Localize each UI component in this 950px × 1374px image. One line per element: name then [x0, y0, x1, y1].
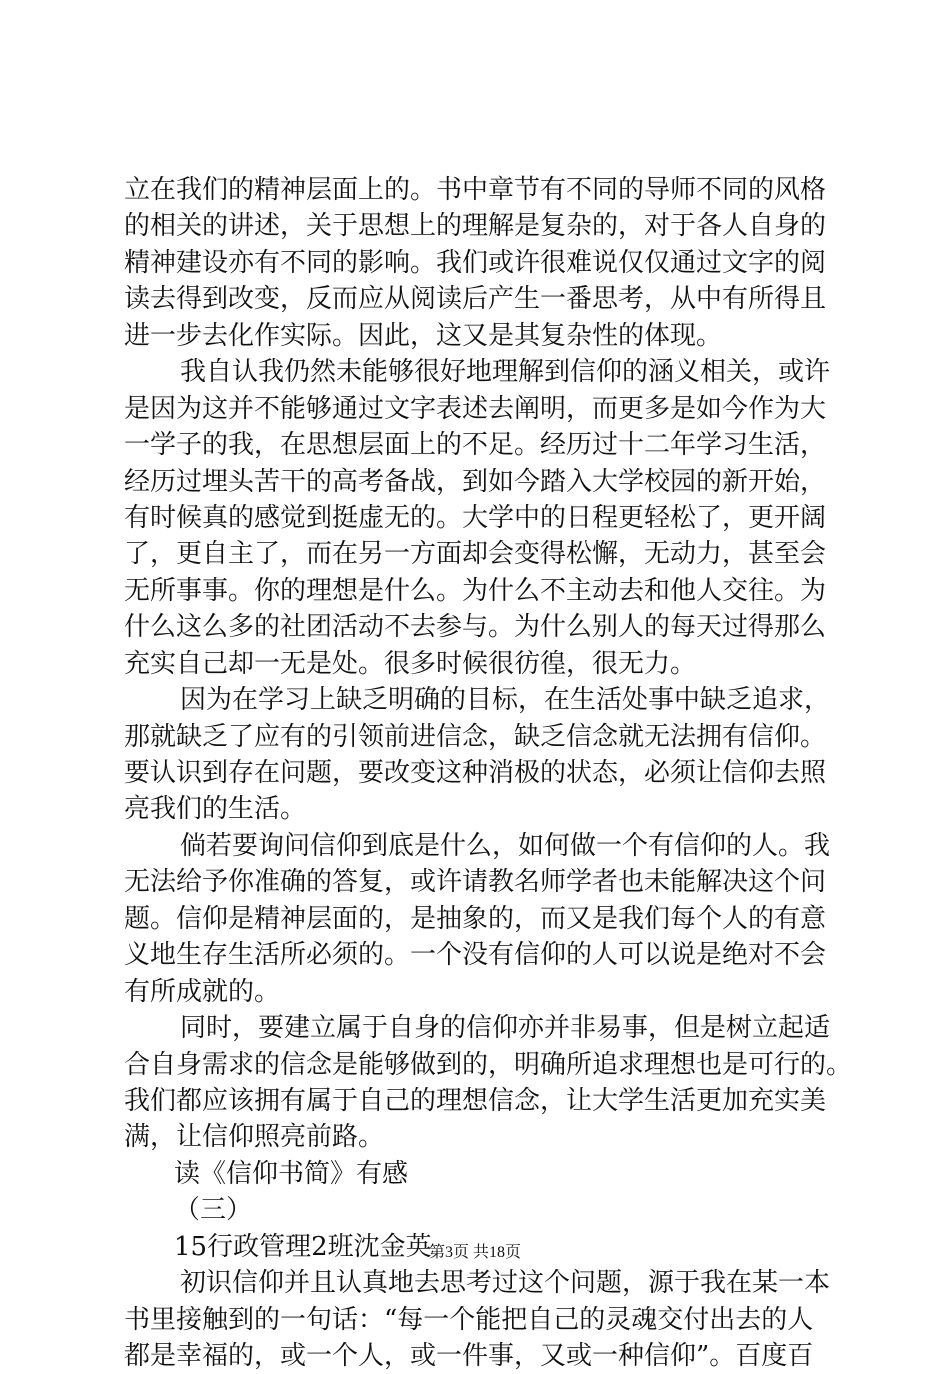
text-line: 的相关的讲述，关于思想上的理解是复杂的，对于各人自身的 [124, 211, 827, 242]
text-line: 一学子的我，在思想层面上的不足。经历过十二年学习生活， [124, 430, 827, 461]
article-subtitle: （三） [174, 1195, 253, 1226]
paragraph-start-line: 初识信仰并且认真地去思考过这个问题，源于我在某一本 [180, 1268, 831, 1299]
text-line: 立在我们的精神层面上的。书中章节有不同的导师不同的风格 [124, 175, 827, 205]
document-body [124, 172, 853, 1374]
text-line: 了，更自主了，而在另一方面却会变得松懈，无动力，甚至会 [124, 539, 827, 570]
text-line: 都是幸福的，或一个人，或一件事，又或一种信仰”。百度百 [124, 1341, 814, 1371]
text-line: 合自身需求的信念是能够做到的，明确所追求理想也是可行的。 [124, 1049, 853, 1080]
text-line: 有时候真的感觉到挺虚无的。大学中的日程更轻松了，更开阔 [124, 502, 827, 533]
text-line: 要认识到存在问题，要改变这种消极的状态，必须让信仰去照 [124, 758, 827, 788]
text-line: 无法给予你准确的答复，或许请教名师学者也未能解决这个问 [124, 867, 827, 898]
page-number: 第3页 共18页 [428, 1244, 521, 1261]
text-line: 那就缺乏了应有的引领前进信念，缺乏信念就无法拥有信仰。 [124, 721, 827, 752]
text-line: 经历过埋头苦干的高考备战，到如今踏入大学校园的新开始， [124, 466, 827, 497]
paragraph-start-line: 同时，要建立属于自身的信仰亦并非易事，但是树立起适 [180, 1013, 831, 1044]
article-title: 读《信仰书简》有感 [174, 1158, 409, 1189]
text-line: 什么这么多的社团活动不去参与。为什么别人的每天过得那么 [124, 612, 827, 643]
paragraph-start-line: 我自认我仍然未能够很好地理解到信仰的涵义相关，或许 [180, 357, 831, 388]
text-line: 充实自己却一无是处。很多时候很彷徨，很无力。 [124, 648, 697, 679]
author-line: 15行政管理2班沈金英 [174, 1231, 432, 1262]
text-line: 题。信仰是精神层面的，是抽象的，而又是我们每个人的有意 [124, 903, 827, 934]
text-line: 亮我们的生活。 [124, 794, 307, 825]
paragraph-start-line: 因为在学习上缺乏明确的目标，在生活处事中缺乏追求， [180, 685, 831, 716]
text-line: 有所成就的。 [124, 976, 281, 1007]
text-line: 进一步去化作实际。因此，这又是其复杂性的体现。 [124, 320, 723, 351]
text-line: 书里接触到的一句话：“每一个能把自己的灵魂交付出去的人 [124, 1304, 814, 1335]
text-line: 读去得到改变，反而应从阅读后产生一番思考，从中有所得且 [124, 284, 827, 315]
page-footer [0, 1242, 950, 1264]
text-line: 义地生存生活所必须的。一个没有信仰的人可以说是绝对不会 [124, 940, 827, 971]
text-line: 满，让信仰照亮前路。 [124, 1122, 385, 1153]
text-line: 是因为这并不能够通过文字表述去阐明，而更多是如今作为大 [124, 393, 827, 424]
text-line: 我们都应该拥有属于自己的理想信念，让大学生活更加充实美 [124, 1085, 827, 1116]
text-line: 精神建设亦有不同的影响。我们或许很难说仅仅通过文字的阅 [124, 247, 827, 278]
text-line: 无所事事。你的理想是什么。为什么不主动去和他人交往。为 [124, 575, 827, 606]
paragraph-start-line: 倘若要询问信仰到底是什么，如何做一个有信仰的人。我 [180, 830, 831, 861]
